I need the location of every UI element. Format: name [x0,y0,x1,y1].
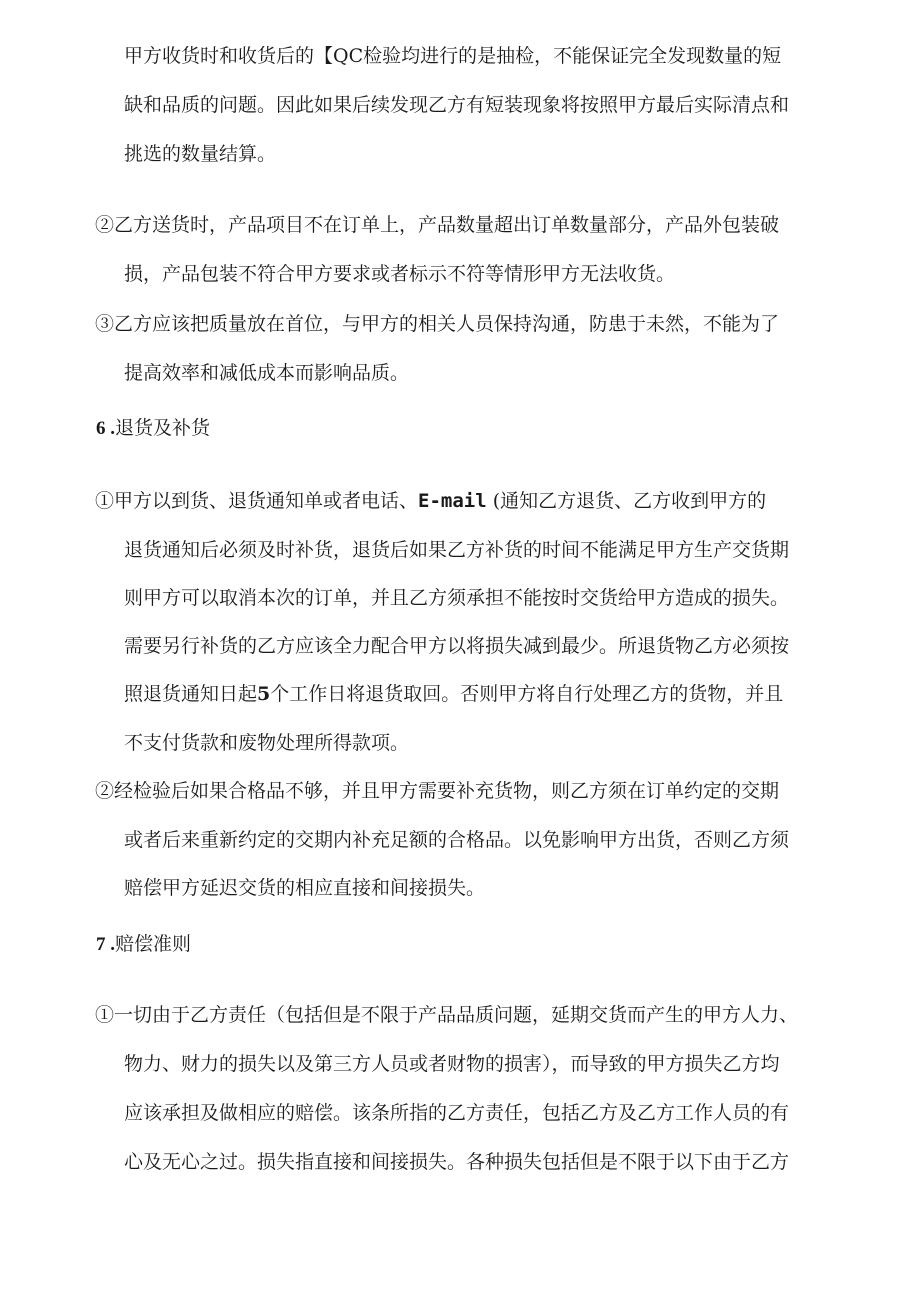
section-6-item1-text-pre: ①甲方以到货、退货通知单或者电话、 [95,490,419,512]
section-6-item1-line-6: 不支付货款和废物处理所得款项。 [124,732,410,754]
section-6-item2-line-3: 赔偿甲方延迟交货的相应直接和间接损失。 [124,877,486,899]
section-6-item1-line-5 [124,682,783,706]
section-6-item1-line5-pre: 照退货通知日起 [124,683,258,705]
section-6-item1-line-4: 需要另行补货的乙方应该全力配合甲方以将损失减到最少。所退货物乙方必须按 [124,635,790,657]
section-7-item1-line-3: 应该承担及做相应的赔偿。该条所指的乙方责任，包括乙方及乙方工作人员的有 [124,1102,790,1124]
section-6-number: 6 . [96,418,115,439]
workday-count: 5 [257,683,271,705]
section-6-item1-line-1 [95,489,766,513]
intro-line-2: 缺和品质的问题。因此如果后续发现乙方有短装现象将按照甲方最后实际清点和 [124,94,790,116]
section-6-title: 退货及补货 [115,417,211,439]
section-7-item1-line-2: 物力、财力的损失以及第三方人员或者财物的损害），而导致的甲方损失乙方均 [124,1053,780,1075]
section-6-item1-text-post: (通知乙方退货、乙方收到甲方的 [486,490,767,512]
section-6-item1-line-3: 则甲方可以取消本次的订单，并且乙方须承担不能按时交货给甲方造成的损失。 [124,587,790,609]
section-6-item1-line-2: 退货通知后必须及时补货，退货后如果乙方补货的时间不能满足甲方生产交货期 [124,539,790,561]
section-6-item2-line-1: ②经检验后如果合格品不够，并且甲方需要补充货物，则乙方须在订单约定的交期 [95,780,780,802]
section-6-item1-line5-post: 个工作日将退货取回。否则甲方将自行处理乙方的货物，并且 [270,683,784,705]
section-7-title: 赔偿准则 [115,933,192,955]
intro-line-1: 甲方收货时和收货后的【QC检验均进行的是抽检，不能保证完全发现数量的短 [124,45,782,67]
section-6-item2-line-2: 或者后来重新约定的交期内补充足额的合格品。以免影响甲方出货，否则乙方须 [124,829,790,851]
item2-line-1: ②乙方送货时，产品项目不在订单上，产品数量超出订单数量部分，产品外包装破 [95,214,780,236]
section-7-item1-line-1: ①一切由于乙方责任（包括但是不限于产品品质问题，延期交货而产生的甲方人力、 [95,1004,799,1026]
section-6-heading [96,416,210,441]
item3-line-2: 提高效率和减低成本而影响品质。 [124,362,410,384]
email-term: E-mail [418,490,487,512]
item3-line-1: ③乙方应该把质量放在首位，与甲方的相关人员保持沟通，防患于未然，不能为了 [95,313,780,335]
item2-line-2: 损，产品包装不符合甲方要求或者标示不符等情形甲方无法收货。 [124,263,676,285]
intro-line-3: 挑选的数量结算。 [124,143,277,165]
section-7-item1-line-4: 心及无心之过。损失指直接和间接损失。各种损失包括但是不限于以下由于乙方 [124,1151,790,1173]
section-7-heading [96,932,191,957]
section-7-number: 7 . [96,934,115,955]
